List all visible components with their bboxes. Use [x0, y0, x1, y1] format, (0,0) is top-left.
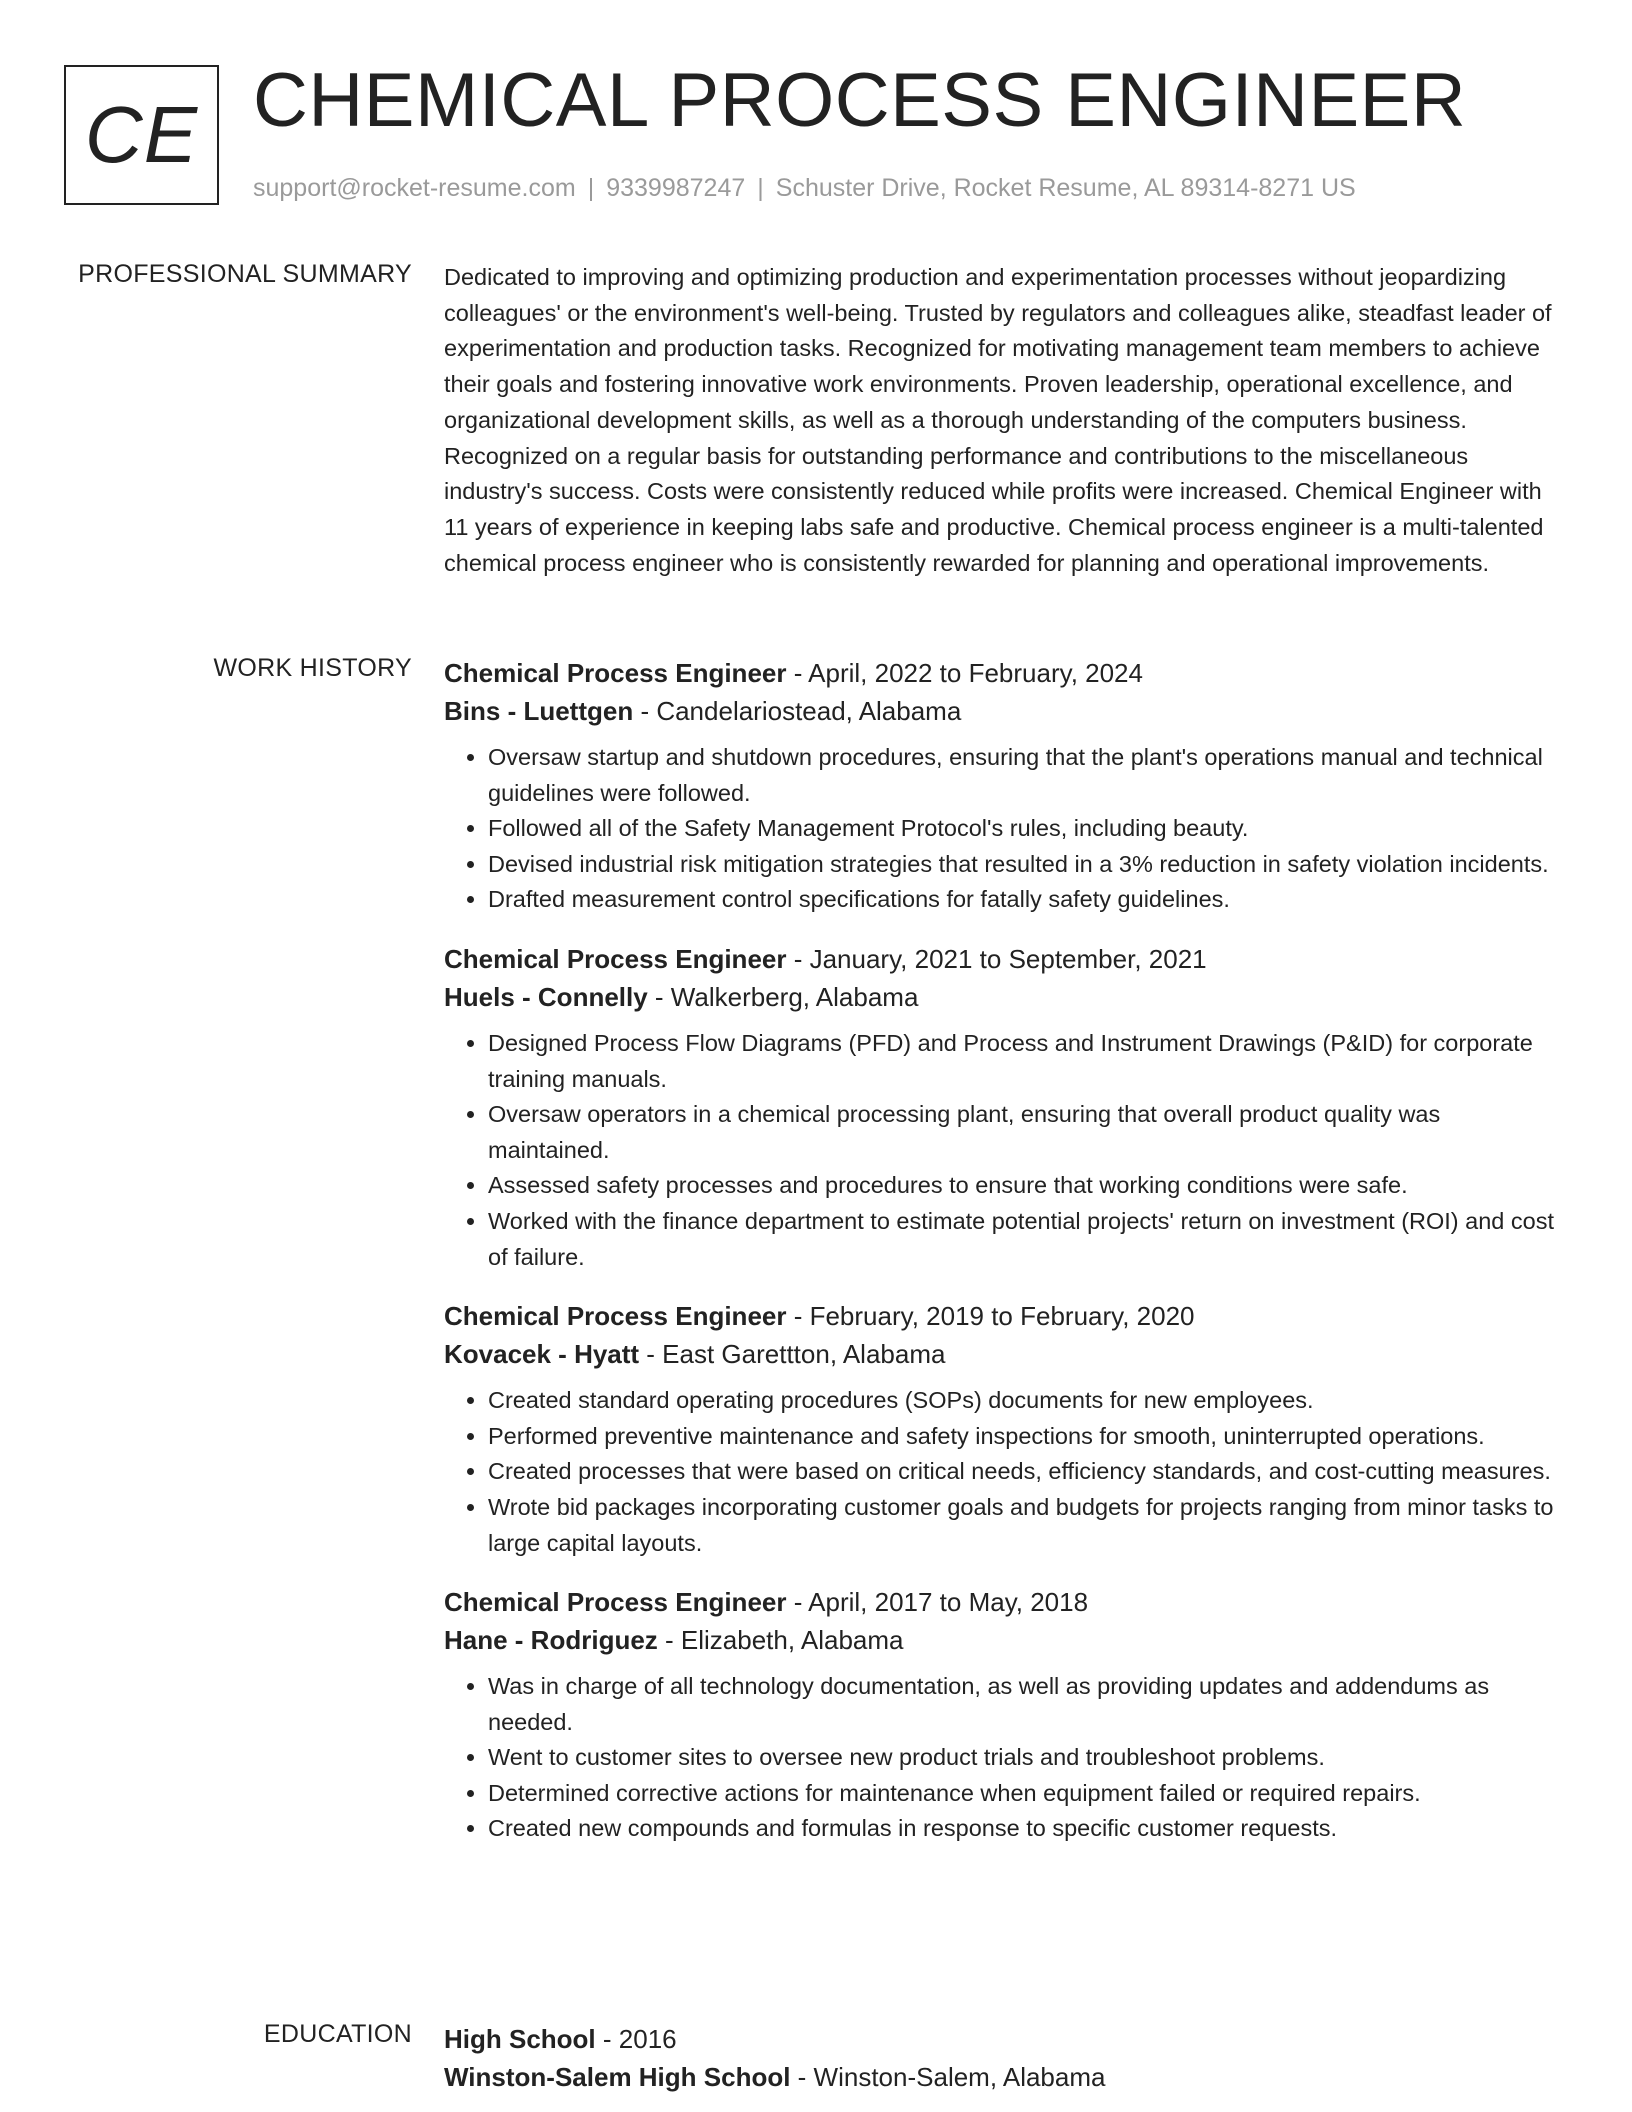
summary-heading: PROFESSIONAL SUMMARY	[78, 260, 412, 288]
job-bullet: • Created standard operating procedures (SOPs) documents for new employees.	[488, 1383, 1564, 1419]
job-title-line	[444, 654, 1564, 692]
job-bullet: • Went to customer sites to oversee new product trials and troubleshoot problems.	[488, 1740, 1564, 1776]
job-company-line	[444, 1621, 1564, 1659]
job-bullet: • Performed preventive maintenance and safety inspections for smooth, uninterrupted operations.	[488, 1419, 1564, 1455]
job-company: Hane - Rodriguez	[444, 1625, 658, 1656]
job-bullets	[444, 1026, 1564, 1275]
education-heading: EDUCATION	[263, 2020, 412, 2048]
job-bullet: • Drafted measurement control specifications for fatally safety guidelines.	[488, 882, 1564, 918]
job-list	[444, 654, 1564, 1869]
job-bullet: • Wrote bid packages incorporating customer goals and budgets for projects ranging from minor tasks to large capital layouts.	[488, 1490, 1564, 1561]
resume-title: CHEMICAL PROCESS ENGINEER	[253, 58, 1467, 143]
job-entry	[444, 654, 1564, 918]
job-dates: - January, 2021 to September, 2021	[786, 943, 1207, 974]
job-bullet: • Assessed safety processes and procedures to ensure that working conditions were safe.	[488, 1168, 1564, 1204]
job-bullet: • Oversaw startup and shutdown procedures, ensuring that the plant's operations manual and technical guidelines were followed.	[488, 740, 1564, 811]
job-title-line	[444, 1297, 1564, 1335]
job-bullet: • Worked with the finance department to estimate potential projects' return on investment (ROI) and cost of failure.	[488, 1204, 1564, 1275]
job-bullets	[444, 1669, 1564, 1847]
job-title: Chemical Process Engineer	[444, 1587, 787, 1618]
contact-separator: |	[757, 174, 764, 202]
job-title: Chemical Process Engineer	[444, 1301, 787, 1332]
job-company-line	[444, 692, 1564, 730]
contact-address: Schuster Drive, Rocket Resume, AL 89314-8271 US	[775, 174, 1356, 202]
job-bullet: • Followed all of the Safety Management Protocol's rules, including beauty.	[488, 811, 1564, 847]
work-history-heading: WORK HISTORY	[213, 654, 412, 682]
job-company: Bins - Luettgen	[444, 696, 634, 726]
education-year: - 2016	[595, 2024, 677, 2054]
job-bullet: • Created new compounds and formulas in response to specific customer requests.	[488, 1811, 1564, 1847]
job-company: Huels - Connelly	[444, 981, 648, 1012]
job-dates: - February, 2019 to February, 2020	[786, 1301, 1195, 1332]
job-bullet: • Devised industrial risk mitigation strategies that resulted in a 3% reduction in safety violation incidents.	[488, 847, 1564, 883]
summary-body	[444, 260, 1564, 581]
contact-phone[interactable]: 9339987247	[606, 174, 746, 202]
job-entry	[444, 1297, 1564, 1561]
job-bullet: • Created processes that were based on critical needs, efficiency standards, and cost-cutting measures.	[488, 1454, 1564, 1490]
education-degree: High School	[444, 2024, 596, 2054]
job-bullet: • Was in charge of all technology documentation, as well as providing updates and addendums as needed.	[488, 1669, 1564, 1740]
job-company: Kovacek - Hyatt	[444, 1339, 640, 1370]
summary-text: Dedicated to improving and optimizing production and experimentation processes without jeopardizing colleagues' or the environment's well-being. Trusted by regulators and colleagues alike, steadfast leader of experimentation and production tasks. Recognized for motivating management team members to achieve their goals and fostering innovative work environments. Proven leadership, operational excellence, and organizational development skills, as well as a thorough understanding of the computers business. Recognized on a regular basis for outstanding performance and contributions to the miscellaneous industry's success. Costs were consistently reduced while profits were increased. Chemical Engineer with 11 years of experience in keeping labs safe and productive. Chemical process engineer is a multi-talented chemical process engineer who is consistently rewarded for planning and operational improvements.	[444, 264, 1552, 576]
job-location: - Elizabeth, Alabama	[657, 1625, 904, 1656]
education-school: Winston-Salem High School	[444, 2062, 791, 2092]
job-company-line	[444, 978, 1564, 1016]
job-bullets	[444, 1383, 1564, 1561]
job-location: - Walkerberg, Alabama	[647, 981, 919, 1012]
contact-email[interactable]: support@rocket-resume.com	[253, 174, 576, 202]
job-entry	[444, 940, 1564, 1275]
job-title-line	[444, 1583, 1564, 1621]
job-bullet: • Determined corrective actions for maintenance when equipment failed or required repairs.	[488, 1776, 1564, 1812]
job-bullet: • Oversaw operators in a chemical processing plant, ensuring that overall product quality was maintained.	[488, 1097, 1564, 1168]
education-body	[444, 2020, 1564, 2096]
job-company-line	[444, 1335, 1564, 1373]
job-title-line	[444, 940, 1564, 978]
education-location: - Winston-Salem, Alabama	[790, 2062, 1106, 2092]
job-bullets	[444, 740, 1564, 918]
job-location: - Candelariostead, Alabama	[633, 696, 962, 726]
contact-line	[253, 174, 1356, 203]
job-location: - East Garettton, Alabama	[639, 1339, 946, 1370]
job-bullet: • Designed Process Flow Diagrams (PFD) and Process and Instrument Drawings (P&ID) for corporate training manuals.	[488, 1026, 1564, 1097]
job-dates: - April, 2017 to May, 2018	[786, 1587, 1089, 1618]
job-title: Chemical Process Engineer	[444, 658, 787, 688]
education-degree-line	[444, 2020, 1564, 2058]
job-entry	[444, 1583, 1564, 1847]
job-dates: - April, 2022 to February, 2024	[786, 658, 1143, 688]
job-title: Chemical Process Engineer	[444, 943, 787, 974]
monogram-logo: CE	[64, 65, 219, 205]
contact-separator: |	[587, 174, 595, 202]
education-school-line	[444, 2058, 1564, 2096]
